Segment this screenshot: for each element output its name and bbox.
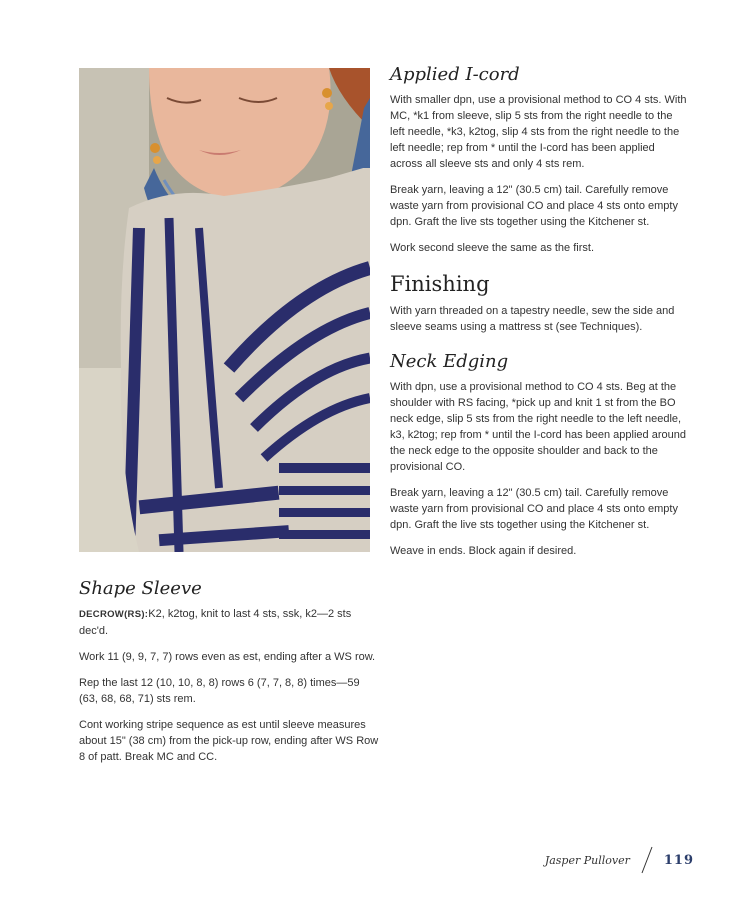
shape-sleeve-para-1 bbox=[79, 606, 379, 639]
left-column bbox=[79, 578, 379, 775]
page-number: 119 bbox=[663, 852, 694, 868]
decrow-text: K2, k2tog, knit to last 4 sts, ssk, k2—2 sts dec'd. bbox=[79, 608, 352, 637]
footer-pattern-title: Jasper Pullover bbox=[544, 853, 630, 867]
applied-icord-para-3: Work second sleeve the same as the first. bbox=[390, 242, 594, 254]
shape-sleeve-para-4: Cont working stripe sequence as est until sleeve measures about 15" (38 cm) from the pick-up row, ending after WS Row 8 of patt. Break MC and CC. bbox=[79, 719, 379, 763]
finishing-section bbox=[390, 272, 690, 335]
shape-sleeve-para-3: Rep the last 12 (10, 10, 8, 8) rows 6 (7, 7, 8, 8) times—59 (63, 68, 68, 71) sts rem. bbox=[79, 677, 360, 705]
finishing-heading: Finishing bbox=[390, 272, 490, 296]
neck-edging-para-2: Break yarn, leaving a 12" (30.5 cm) tail. Carefully remove waste yarn from provisional CO and place 4 sts onto empty dpn. Graft the live sts together using the Kitchener st. bbox=[390, 487, 678, 531]
finishing-para-1: With yarn threaded on a tapestry needle, sew the side and sleeve seams using a mattress st (see Techniques). bbox=[390, 305, 675, 333]
model-photo-illustration bbox=[79, 68, 370, 552]
neck-edging-para-3: Weave in ends. Block again if desired. bbox=[390, 545, 577, 557]
page-footer bbox=[545, 846, 694, 874]
neck-edging-section bbox=[390, 351, 690, 559]
footer-divider-slash bbox=[640, 846, 654, 874]
shape-sleeve-heading: Shape Sleeve bbox=[79, 578, 202, 599]
right-column bbox=[390, 64, 690, 575]
shape-sleeve-para-2: Work 11 (9, 9, 7, 7) rows even as est, ending after a WS row. bbox=[79, 651, 376, 663]
applied-icord-section bbox=[390, 64, 690, 256]
applied-icord-heading: Applied I-cord bbox=[390, 64, 520, 85]
applied-icord-para-2: Break yarn, leaving a 12" (30.5 cm) tail. Carefully remove waste yarn from provisional CO and place 4 sts onto empty dpn. Graft the live sts together using the Kitchener st. bbox=[390, 184, 678, 228]
neck-edging-heading: Neck Edging bbox=[390, 351, 509, 372]
pattern-photo bbox=[79, 68, 370, 552]
neck-edging-para-1: With dpn, use a provisional method to CO 4 sts. Beg at the shoulder with RS facing, *pick up and knit 1 st from the BO neck edge, slip 5 sts from the right needle to the left needle, k3, k2tog; rep from * until the I-cord has been applied around the neck edge to the opposite shoulder and back to the provisional CO. bbox=[390, 381, 686, 473]
decrow-label: DECROW(RS): bbox=[79, 609, 149, 620]
applied-icord-para-1: With smaller dpn, use a provisional method to CO 4 sts. With MC, *k1 from sleeve, slip 5 sts from the right needle to the left needle, *k3, k2tog, slip 4 sts from the right needle to the left needle; rep from * until the I-cord has been applied across all sleeve sts and only 4 sts rem. bbox=[390, 94, 687, 170]
